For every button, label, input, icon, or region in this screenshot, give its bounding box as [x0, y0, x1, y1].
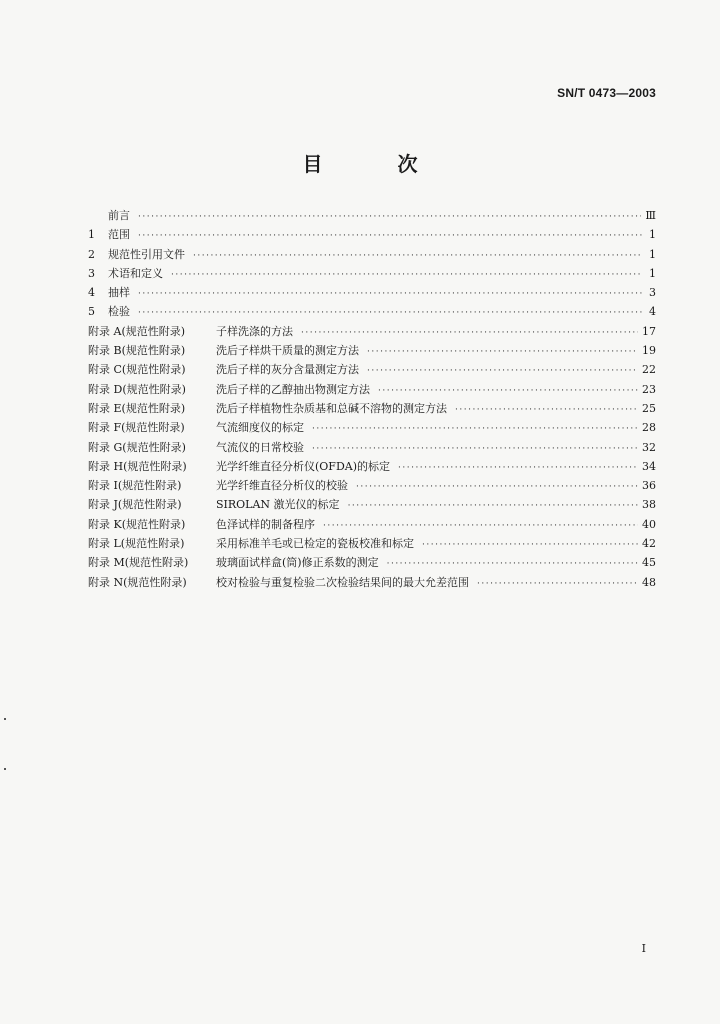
annex-entry[interactable] — [88, 534, 656, 553]
annex-entry[interactable] — [88, 476, 656, 495]
toc-entry[interactable] — [88, 225, 656, 244]
annex-entry[interactable] — [88, 399, 656, 418]
toc-entry-label: 1 范围 — [88, 228, 130, 242]
standard-number: SN/T 0473—2003 — [557, 86, 656, 100]
annex-entry-page: 32 — [642, 440, 656, 454]
toc-entry[interactable] — [88, 245, 656, 264]
annex-entry-label: 附录 L(规范性附录) 采用标准羊毛或已检定的瓷板校准和标定 — [88, 537, 414, 551]
annex-entry-page: 23 — [642, 382, 656, 396]
toc-entry[interactable] — [88, 206, 656, 225]
leader-dots — [455, 401, 638, 420]
annex-entry-page: 36 — [642, 479, 656, 493]
annex-entry-label: 附录 I(规范性附录) 光学纤维直径分析仪的校验 — [88, 479, 348, 493]
annex-entry-page: 38 — [642, 498, 656, 512]
annex-entry-page: 17 — [642, 324, 656, 338]
leader-dots — [356, 478, 638, 497]
leader-dots — [138, 208, 641, 227]
annex-entry[interactable] — [88, 418, 656, 437]
annex-entry[interactable] — [88, 457, 656, 476]
leader-dots — [477, 575, 638, 594]
leader-dots — [312, 420, 638, 439]
annex-entry-label: 附录 E(规范性附录) 洗后子样植物性杂质基和总碱不溶物的测定方法 — [88, 401, 447, 415]
annex-entry-page: 28 — [642, 421, 656, 435]
toc-entry-label: 2 规范性引用文件 — [88, 247, 185, 261]
toc-entry-page: 1 — [649, 247, 656, 261]
table-of-contents — [88, 206, 656, 592]
toc-entry-label: 前言 — [108, 209, 130, 222]
toc-entry[interactable] — [88, 302, 656, 321]
annex-entry-label: 附录 N(规范性附录) 校对检验与重复检验二次检验结果间的最大允差范围 — [88, 575, 469, 589]
leader-dots — [348, 497, 638, 516]
annex-entry-label: 附录 H(规范性附录) 光学纤维直径分析仪(OFDA)的标定 — [88, 459, 390, 473]
leader-dots — [171, 266, 642, 285]
annex-entry-label: 附录 D(规范性附录) 洗后子样的乙醇抽出物测定方法 — [88, 382, 370, 396]
annex-entry-page: 19 — [642, 344, 656, 358]
annex-entry-page: 22 — [642, 363, 656, 377]
annex-entry-label: 附录 J(规范性附录) SIROLAN 激光仪的标定 — [88, 498, 340, 512]
annex-entry[interactable] — [88, 495, 656, 514]
annex-entry-page: 25 — [642, 401, 656, 415]
toc-entry[interactable] — [88, 264, 656, 283]
leader-dots — [193, 247, 642, 266]
leader-dots — [138, 227, 642, 246]
annex-entry-page: 40 — [642, 517, 656, 531]
annex-entry[interactable] — [88, 438, 656, 457]
annex-entry-label: 附录 F(规范性附录) 气流细度仪的标定 — [88, 421, 304, 435]
annex-entry-label: 附录 B(规范性附录) 洗后子样烘干质量的测定方法 — [88, 344, 359, 358]
toc-entry[interactable] — [88, 283, 656, 302]
annex-entry[interactable] — [88, 553, 656, 572]
scan-speck — [4, 718, 6, 720]
page-title: 目 次 — [302, 152, 452, 176]
leader-dots — [367, 343, 638, 362]
leader-dots — [138, 285, 642, 304]
leader-dots — [367, 362, 638, 381]
annex-entry[interactable] — [88, 360, 656, 379]
toc-entry-page: Ⅲ — [645, 209, 656, 222]
annex-entry-page: 34 — [642, 459, 656, 473]
annex-entry[interactable] — [88, 322, 656, 341]
annex-entry-label: 附录 A(规范性附录) 子样洗涤的方法 — [88, 324, 293, 338]
toc-entry-label: 4 抽样 — [88, 286, 130, 300]
scan-speck — [4, 768, 6, 770]
annex-entry[interactable] — [88, 341, 656, 360]
toc-entry-page: 1 — [649, 228, 656, 242]
annex-entry-label: 附录 M(规范性附录) 玻璃面试样盒(筒)修正系数的测定 — [88, 556, 379, 570]
toc-entry-page: 3 — [649, 286, 656, 300]
annex-entry-page: 48 — [642, 575, 656, 589]
toc-entry-label: 5 检验 — [88, 305, 130, 319]
leader-dots — [398, 459, 638, 478]
annex-entry-page: 42 — [642, 537, 656, 551]
page-number: I — [641, 942, 646, 955]
annex-entry[interactable] — [88, 515, 656, 534]
annex-entry-label: 附录 K(规范性附录) 色泽试样的制备程序 — [88, 517, 315, 531]
annex-entry-page: 45 — [642, 556, 656, 570]
toc-entry-label: 3 术语和定义 — [88, 266, 163, 280]
annex-entry-label: 附录 G(规范性附录) 气流仪的日常校验 — [88, 440, 304, 454]
annex-entry[interactable] — [88, 573, 656, 592]
annex-entry[interactable] — [88, 380, 656, 399]
annex-entry-label: 附录 C(规范性附录) 洗后子样的灰分含量测定方法 — [88, 363, 359, 377]
toc-entry-page: 1 — [649, 266, 656, 280]
leader-dots — [422, 536, 638, 555]
toc-entry-page: 4 — [649, 305, 656, 319]
